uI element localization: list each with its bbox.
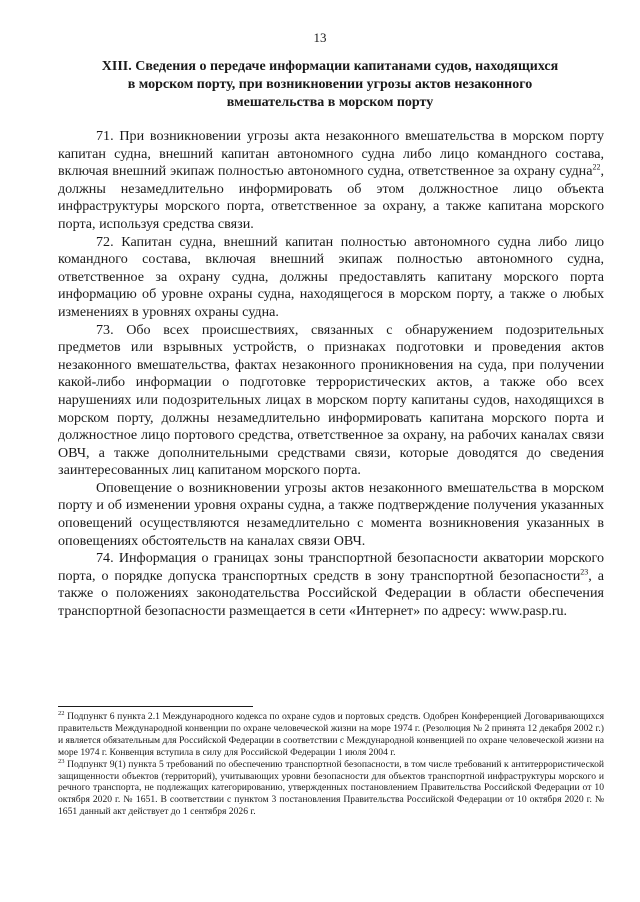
section-heading-line-2: в морском порту, при возникновении угрозы актов незаконного: [127, 77, 533, 92]
paragraph-74-text-end: , а также о положениях законодательства Российской Федерации в области обеспечения транспортной безопасности размещается в сети «Интернет» по адресу: www.pasp.ru.: [58, 567, 604, 620]
section-heading-line-3: вмешательства в морском порту: [226, 95, 434, 110]
paragraph-72: 72. Капитан судна, внешний капитан полностью автономного судна либо лицо командного состава, включая внешний экипаж полностью автономного судна, ответственное за охрану судна, должны предоставлять капитану морского порта информацию об уровне охраны судна, находящегося в морском порту, а также о любых изменениях в уровнях охраны судна.: [58, 233, 604, 320]
footnote-ref-23: 23: [580, 567, 589, 577]
section-heading: [70, 58, 590, 112]
paragraph-73: 73. Обо всех происшествиях, связанных с обнаружением подозрительных предметов или взрывных устройств, о признаках подготовки и проведения актов незаконного вмешательства, фактах незаконного проникновения на суда, при получении какой-либо информации о подготовке террористических актов, а также обо всех нарушениях или подозрительных лицах в морском порту капитаны судов, находящихся в морском порту, должны незамедлительно информировать капитана морского порта и должностное лицо портового средства, ответственное за охрану, на рабочих каналах связи ОВЧ, а также дополнительными средствами связи, которые доводятся до сведения заинтересованных лиц капитаном морского порта.: [58, 321, 604, 479]
document-body: [58, 128, 604, 621]
footnote-ref-22: 22: [592, 162, 601, 172]
footnote-23: [58, 759, 604, 819]
paragraph-71: [58, 128, 604, 234]
page-number: 13: [313, 30, 327, 45]
footnote-separator: [58, 706, 253, 707]
paragraph-71-text-start: 71. При возникновении угрозы акта незаконного вмешательства в морском порту капитан судна, внешний капитан автономного судна либо лицо командного состава, включая внешний экипаж полностью автономного судна, ответственное за охрану судна: [58, 128, 604, 180]
footnote-mark-23: 23: [58, 757, 65, 765]
footnote-23-text: Подпункт 9(1) пункта 5 требований по обеспечению транспортной безопасности, в том числе требований к антитеррористической защищенности объектов (территорий), учитывающих уровни безопасности для объектов транспортной инфраструктуры морского и речного транспорта, не подлежащих категорированию, утвержденных постановлением Правительства Российской Федерации от 10 октября 2020 г. № 1651. В соответствии с пунктом 3 постановления Правительства Российской Федерации от 10 октября 2020 г. № 1651 данный акт действует до 1 сентября 2026 г.: [58, 758, 604, 818]
footnote-22: [58, 711, 604, 759]
footnote-mark-22: 22: [58, 709, 65, 717]
section-heading-line-1: XIII. Сведения о передаче информации капитанами судов, находящихся: [101, 59, 559, 74]
footnote-22-text: Подпункт 6 пункта 2.1 Международного кодекса по охране судов и портовых средств. Одобрен Конференцией Договаривающихся правительств Международной конвенции по охране человеческой жизни на море 1974 г. (Резолюция № 2 принята 12 декабря 2002 г.) и является обязательным для Российской Федерации в соответствии с Международной конвенцией по охране человеческой жизни на море 1974 г. Конвенция вступила в силу для Российской Федерации 1 июля 2004 г.: [58, 711, 604, 758]
paragraph-notification: Оповещение о возникновении угрозы актов незаконного вмешательства в морском порту и об изменении уровня охраны судна, а также подтверждение получения указанных оповещений осуществляются незамедлительно с момента возникновения указанных в оповещениях обстоятельств на каналах связи ОВЧ.: [58, 479, 604, 549]
footnotes: [58, 711, 604, 818]
paragraph-74-text-start: 74. Информация о границах зоны транспортной безопасности акватории морского порта, о порядке допуска транспортных средств в зону транспортной безопасности: [58, 550, 604, 584]
paragraph-74: [58, 550, 604, 620]
paragraph-71-text-end: , должны незамедлительно информировать об этом должностное лицо объекта инфраструктуры морского порта, ответственное за охрану, а также капитана морского порта, используя средства связи.: [58, 163, 604, 232]
